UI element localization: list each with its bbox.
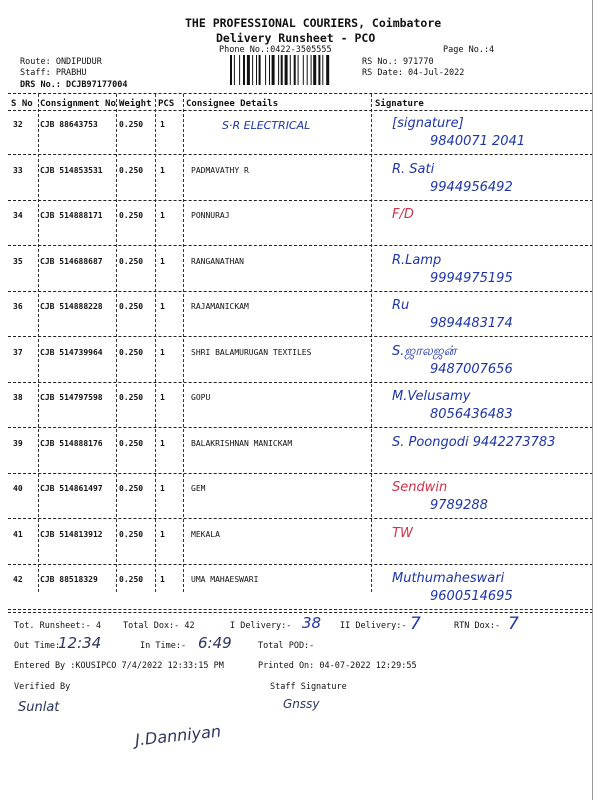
route: Route: ONDIPUDUR bbox=[20, 57, 102, 67]
cell-consignment: CJB 514813912 bbox=[40, 530, 103, 539]
row-divider bbox=[8, 382, 593, 383]
signature-phone: 8056436483 bbox=[430, 407, 513, 422]
page-edge bbox=[592, 0, 593, 800]
row-divider bbox=[8, 245, 593, 246]
barcode-bar bbox=[303, 55, 304, 85]
i-delivery-label: I Delivery:- bbox=[230, 621, 292, 631]
total-pod: Total POD:- bbox=[258, 641, 315, 651]
cell-weight: 0.250 bbox=[119, 439, 144, 448]
verified-by-label: Verified By bbox=[14, 682, 71, 692]
cell-sno: 35 bbox=[13, 257, 23, 266]
col-weight: Weight bbox=[119, 99, 152, 109]
signature-phone: 9944956492 bbox=[430, 180, 513, 195]
cell-weight: 0.250 bbox=[119, 348, 144, 357]
cell-weight: 0.250 bbox=[119, 530, 144, 539]
signature-name: Muthumaheswari bbox=[392, 571, 505, 586]
signature-name: TW bbox=[392, 526, 413, 541]
cell-pcs: 1 bbox=[160, 120, 165, 129]
barcode-bar bbox=[294, 55, 296, 85]
cell-consignee: PADMAVATHY R bbox=[191, 166, 249, 175]
header-top-divider bbox=[8, 93, 593, 94]
row-divider bbox=[8, 336, 593, 337]
rs-number: RS No.: 971770 bbox=[362, 57, 434, 67]
signature-phone: 9487007656 bbox=[430, 362, 513, 377]
rs-date: RS Date: 04-Jul-2022 bbox=[362, 68, 465, 78]
out-time-value: 12:34 bbox=[58, 634, 102, 652]
cell-weight: 0.250 bbox=[119, 484, 144, 493]
cell-sno: 32 bbox=[13, 120, 23, 129]
rtn-dox-label: RTN Dox:- bbox=[454, 621, 501, 631]
barcode-bar bbox=[269, 55, 270, 85]
cell-sno: 41 bbox=[13, 530, 23, 539]
cell-pcs: 1 bbox=[160, 257, 165, 266]
cell-sno: 33 bbox=[13, 166, 23, 175]
bottom-signature: J.Danniyan bbox=[134, 721, 222, 750]
barcode-bar bbox=[259, 55, 261, 85]
col-sno: S No bbox=[11, 99, 33, 109]
phone-number: Phone No.:0422-3505555 bbox=[219, 45, 332, 55]
signature-name: R.Lamp bbox=[392, 253, 442, 268]
row-divider bbox=[8, 473, 593, 474]
row-divider bbox=[8, 518, 593, 519]
barcode-bar bbox=[230, 55, 232, 85]
row-divider bbox=[8, 291, 593, 292]
cell-pcs: 1 bbox=[160, 393, 165, 402]
cell-consignee: SHRI BALAMURUGAN TEXTILES bbox=[191, 348, 312, 357]
cell-sno: 36 bbox=[13, 302, 23, 311]
total-dox: Total Dox:- 42 bbox=[123, 621, 195, 631]
header-bottom-divider bbox=[8, 110, 593, 111]
company-name: THE PROFESSIONAL COURIERS, Coimbatore bbox=[185, 16, 442, 30]
cell-pcs: 1 bbox=[160, 484, 165, 493]
cell-pcs: 1 bbox=[160, 348, 165, 357]
col-consignee: Consignee Details bbox=[186, 99, 279, 109]
barcode-bar bbox=[243, 55, 245, 85]
cell-weight: 0.250 bbox=[119, 575, 144, 584]
row-divider bbox=[8, 564, 593, 565]
cell-consignee: UMA MAHAESWARI bbox=[191, 575, 259, 584]
cell-pcs: 1 bbox=[160, 211, 165, 220]
cell-weight: 0.250 bbox=[119, 302, 144, 311]
cell-weight: 0.250 bbox=[119, 257, 144, 266]
signature-phone: 9600514695 bbox=[430, 589, 513, 604]
cell-sno: 39 bbox=[13, 439, 23, 448]
i-delivery-value: 38 bbox=[302, 614, 322, 632]
cell-sno: 42 bbox=[13, 575, 23, 584]
signature-phone: 9789288 bbox=[430, 498, 488, 513]
out-time-label: Out Time: bbox=[14, 641, 61, 651]
row-divider bbox=[8, 609, 593, 610]
cell-consignee-handwritten: S·R ELECTRICAL bbox=[222, 119, 311, 132]
barcode-bar bbox=[256, 55, 257, 85]
cell-consignment: CJB 88643753 bbox=[40, 120, 98, 129]
verified-signature: Sunlat bbox=[18, 700, 60, 715]
col-consignment: Consignment No bbox=[40, 99, 116, 109]
cell-consignee: GOPU bbox=[191, 393, 211, 402]
staff-signature-label: Staff Signature bbox=[270, 682, 347, 692]
barcode-bar bbox=[247, 55, 250, 85]
in-time-label: In Time:- bbox=[140, 641, 187, 651]
cell-consignment: CJB 514797598 bbox=[40, 393, 103, 402]
barcode-bar bbox=[265, 55, 266, 85]
drs-number: DRS No.: DCJB97177004 bbox=[20, 80, 128, 90]
cell-sno: 37 bbox=[13, 348, 23, 357]
barcode-bar bbox=[272, 55, 275, 85]
barcode-bar bbox=[313, 55, 316, 85]
barcode bbox=[230, 55, 360, 85]
signature-name: M.Velusamy bbox=[392, 389, 471, 404]
cell-sno: 34 bbox=[13, 211, 23, 220]
sheet-title: Delivery Runsheet - PCO bbox=[216, 31, 376, 45]
cell-sno: 38 bbox=[13, 393, 23, 402]
barcode-bar bbox=[239, 55, 240, 85]
tot-runsheet: Tot. Runsheet:- 4 bbox=[14, 621, 101, 631]
barcode-bar bbox=[318, 55, 320, 85]
signature-phone: 9840071 2041 bbox=[430, 134, 526, 149]
barcode-bar bbox=[252, 55, 253, 85]
cell-consignee: BALAKRISHNAN MANICKAM bbox=[191, 439, 293, 448]
barcode-bar bbox=[290, 55, 291, 85]
col-signature: Signature bbox=[375, 99, 424, 109]
cell-consignment: CJB 514888176 bbox=[40, 439, 103, 448]
cell-sno: 40 bbox=[13, 484, 23, 493]
cell-weight: 0.250 bbox=[119, 166, 144, 175]
cell-consignment: CJB 514739964 bbox=[40, 348, 103, 357]
cell-consignment: CJB 514853531 bbox=[40, 166, 103, 175]
signature-phone: 9994975195 bbox=[430, 271, 513, 286]
row-divider bbox=[8, 154, 593, 155]
ii-delivery-value: 7 bbox=[410, 614, 421, 634]
barcode-bar bbox=[278, 55, 279, 85]
cell-pcs: 1 bbox=[160, 302, 165, 311]
in-time-value: 6:49 bbox=[198, 634, 232, 652]
signature-name: S.ஜாலஜன் bbox=[392, 344, 457, 359]
cell-consignee: GEM bbox=[191, 484, 206, 493]
totals-divider bbox=[8, 612, 593, 613]
barcode-bar bbox=[326, 55, 329, 85]
signature-name: Ru bbox=[392, 298, 410, 313]
cell-weight: 0.250 bbox=[119, 393, 144, 402]
barcode-bar bbox=[307, 55, 308, 85]
barcode-bar bbox=[311, 55, 312, 85]
ii-delivery-label: II Delivery:- bbox=[340, 621, 407, 631]
col-pcs: PCS bbox=[158, 99, 175, 109]
row-divider bbox=[8, 427, 593, 428]
cell-consignment: CJB 514861497 bbox=[40, 484, 103, 493]
cell-consignee: PONNURAJ bbox=[191, 211, 230, 220]
cell-consignee: RANGANATHAN bbox=[191, 257, 244, 266]
staff: Staff: PRABHU bbox=[20, 68, 87, 78]
cell-pcs: 1 bbox=[160, 575, 165, 584]
entered-by: Entered By :KOUSIPCO 7/4/2022 12:33:15 PM bbox=[14, 661, 224, 671]
signature-name: [signature] bbox=[392, 116, 464, 131]
staff-signature: Gnssy bbox=[283, 697, 320, 711]
barcode-bar bbox=[285, 55, 288, 85]
signature-name: F/D bbox=[392, 207, 414, 222]
cell-consignee: RAJAMANICKAM bbox=[191, 302, 249, 311]
cell-weight: 0.250 bbox=[119, 211, 144, 220]
cell-consignment: CJB 514688687 bbox=[40, 257, 103, 266]
cell-pcs: 1 bbox=[160, 439, 165, 448]
page-number: Page No.:4 bbox=[443, 45, 495, 55]
barcode-bar bbox=[281, 55, 283, 85]
cell-consignment: CJB 514888171 bbox=[40, 211, 103, 220]
cell-consignment: CJB 88518329 bbox=[40, 575, 98, 584]
printed-on: Printed On: 04-07-2022 12:29:55 bbox=[258, 661, 417, 671]
cell-pcs: 1 bbox=[160, 530, 165, 539]
barcode-bar bbox=[322, 55, 323, 85]
signature-name: Sendwin bbox=[392, 480, 448, 495]
signature-name: S. Poongodi 9442273783 bbox=[392, 435, 556, 450]
barcode-bar bbox=[234, 55, 235, 85]
signature-phone: 9894483174 bbox=[430, 316, 513, 331]
barcode-bar bbox=[298, 55, 299, 85]
cell-pcs: 1 bbox=[160, 166, 165, 175]
cell-consignee: MEKALA bbox=[191, 530, 220, 539]
cell-weight: 0.250 bbox=[119, 120, 144, 129]
row-divider bbox=[8, 200, 593, 201]
cell-consignment: CJB 514888228 bbox=[40, 302, 103, 311]
rtn-dox-value: 7 bbox=[508, 614, 519, 634]
signature-name: R. Sati bbox=[392, 162, 435, 177]
